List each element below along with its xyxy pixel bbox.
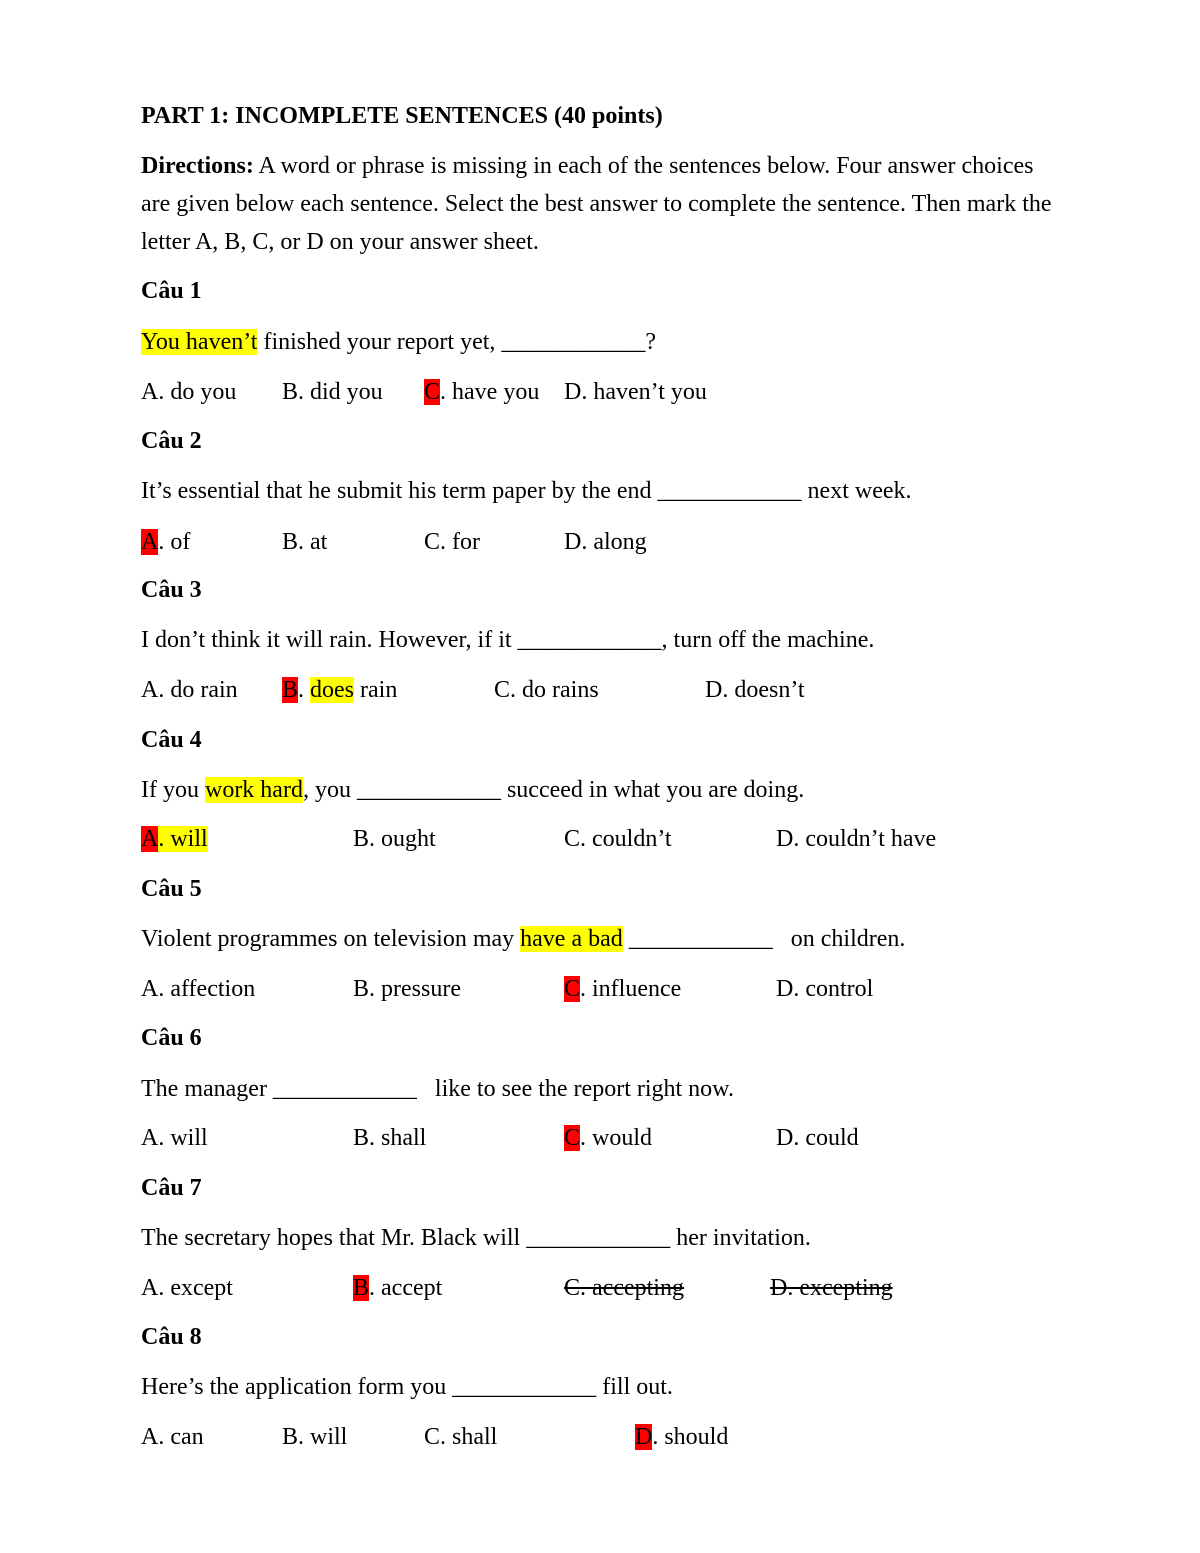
option-letter: D bbox=[776, 1125, 794, 1151]
option-letter-marked: D bbox=[635, 1424, 653, 1450]
option-letter: D bbox=[776, 826, 794, 852]
option-text: . will bbox=[298, 1424, 348, 1450]
option-letter: B bbox=[282, 529, 299, 555]
option-letter: A bbox=[141, 677, 159, 703]
option-a bbox=[141, 1422, 204, 1452]
question-text bbox=[141, 327, 656, 357]
option-b bbox=[282, 377, 383, 407]
question-text-part: Violent programmes on television may bbox=[141, 926, 521, 952]
option-text: . accept bbox=[369, 1275, 443, 1301]
option-text: . couldn’t bbox=[580, 826, 672, 852]
question-text-part: If you bbox=[141, 777, 205, 803]
option-letter: D bbox=[564, 379, 582, 405]
option-text: . influence bbox=[580, 976, 682, 1002]
option-text: . shall bbox=[440, 1424, 498, 1450]
option-d bbox=[705, 675, 805, 705]
option-letter-marked: C bbox=[564, 1125, 581, 1151]
highlighted-text: work hard bbox=[204, 777, 303, 803]
option-letter: C bbox=[424, 1424, 441, 1450]
option-d bbox=[564, 377, 707, 407]
option-c bbox=[424, 1422, 497, 1452]
option-text: . would bbox=[580, 1125, 653, 1151]
directions-line-1 bbox=[141, 151, 1033, 181]
option-text: . accepting bbox=[580, 1275, 684, 1301]
option-letter: B bbox=[353, 1125, 370, 1151]
highlighted-text: does bbox=[310, 677, 355, 703]
option-letter: D bbox=[705, 677, 723, 703]
question-text: The manager ____________ like to see the report right now. bbox=[141, 1076, 734, 1102]
option-text: . excepting bbox=[787, 1275, 893, 1301]
option-text: . should bbox=[652, 1424, 729, 1450]
question-label: Câu 5 bbox=[141, 876, 202, 902]
option-letter: B bbox=[353, 976, 370, 1002]
option-letter: A bbox=[141, 1125, 159, 1151]
option-letter: D bbox=[769, 1275, 788, 1301]
option-c bbox=[494, 675, 599, 705]
option-text: . of bbox=[158, 529, 191, 555]
option-letter: C bbox=[424, 529, 441, 555]
directions-line-2: are given below each sentence. Select the best answer to complete the sentence. Then mark the bbox=[141, 191, 1052, 217]
highlighted-text: You haven’t bbox=[141, 329, 258, 355]
option-letter: C bbox=[564, 826, 581, 852]
part-title: PART 1: INCOMPLETE SENTENCES (40 points) bbox=[141, 103, 663, 129]
option-letter-marked: C bbox=[564, 976, 581, 1002]
option-letter: C bbox=[494, 677, 511, 703]
option-letter-marked: B bbox=[282, 677, 299, 703]
option-letter: A bbox=[141, 976, 159, 1002]
option-b-correct bbox=[282, 675, 397, 705]
option-text: . along bbox=[581, 529, 647, 555]
directions-line-3: letter A, B, C, or D on your answer sheet. bbox=[141, 229, 539, 255]
question-text: Here’s the application form you ____________ fill out. bbox=[141, 1374, 673, 1400]
question-text-part: , you ____________ succeed in what you are doing. bbox=[302, 777, 805, 803]
option-a bbox=[141, 377, 236, 407]
question-text: It’s essential that he submit his term paper by the end ____________ next week. bbox=[141, 478, 912, 504]
option-text: . shall bbox=[369, 1125, 427, 1151]
option-text: . do rain bbox=[158, 677, 238, 703]
option-b bbox=[353, 974, 461, 1004]
option-text: . couldn’t have bbox=[793, 826, 937, 852]
option-c bbox=[424, 527, 480, 557]
option-text: . could bbox=[793, 1125, 859, 1151]
option-d bbox=[776, 824, 936, 854]
highlighted-text: have a bad bbox=[520, 926, 623, 952]
option-a-correct bbox=[141, 527, 190, 557]
option-text: . did you bbox=[298, 379, 383, 405]
question-text bbox=[141, 924, 905, 954]
question-text-part: ____________ on children. bbox=[622, 926, 906, 952]
question-label: Câu 3 bbox=[141, 577, 202, 603]
option-text: . can bbox=[158, 1424, 204, 1450]
question-label: Câu 6 bbox=[141, 1025, 202, 1051]
option-a bbox=[141, 974, 255, 1004]
option-c-d-struck bbox=[564, 1273, 909, 1303]
question-label: Câu 4 bbox=[141, 727, 202, 753]
option-letter: B bbox=[353, 826, 370, 852]
option-a-correct bbox=[141, 824, 208, 854]
option-letter-marked: C bbox=[424, 379, 441, 405]
option-text: . doesn’t bbox=[722, 677, 805, 703]
option-text: . bbox=[298, 677, 311, 703]
option-a bbox=[141, 1123, 208, 1153]
option-letter-marked: A bbox=[141, 529, 159, 555]
option-d bbox=[776, 974, 873, 1004]
option-a bbox=[141, 675, 238, 705]
option-text: . haven’t you bbox=[581, 379, 707, 405]
question-text-part: finished your report yet, ____________? bbox=[257, 329, 657, 355]
question-text bbox=[141, 775, 804, 805]
option-letter: B bbox=[282, 379, 299, 405]
option-d bbox=[776, 1123, 859, 1153]
option-b bbox=[353, 824, 436, 854]
directions-text-1: A word or phrase is missing in each of the sentences below. Four answer choices bbox=[253, 153, 1034, 179]
option-b bbox=[282, 527, 327, 557]
option-text: rain bbox=[354, 677, 398, 703]
option-a bbox=[141, 1273, 233, 1303]
option-text: . control bbox=[793, 976, 874, 1002]
option-text: . for bbox=[440, 529, 480, 555]
option-text: . will bbox=[158, 1125, 208, 1151]
option-letter: A bbox=[141, 1424, 159, 1450]
option-d bbox=[564, 527, 647, 557]
option-letter: A bbox=[141, 1275, 159, 1301]
question-label: Câu 8 bbox=[141, 1324, 202, 1350]
option-b bbox=[282, 1422, 347, 1452]
option-text: . affection bbox=[158, 976, 256, 1002]
question-text: I don’t think it will rain. However, if it ____________, turn off the machine. bbox=[141, 627, 875, 653]
option-b-correct bbox=[353, 1273, 442, 1303]
option-b bbox=[353, 1123, 426, 1153]
option-letter-marked: B bbox=[353, 1275, 370, 1301]
option-text-highlighted: . will bbox=[158, 826, 208, 852]
option-letter: D bbox=[564, 529, 582, 555]
option-text: . do rains bbox=[510, 677, 599, 703]
option-c-correct bbox=[564, 974, 681, 1004]
question-label: Câu 2 bbox=[141, 428, 202, 454]
option-c-correct bbox=[564, 1123, 652, 1153]
option-text: . at bbox=[298, 529, 328, 555]
option-text: . do you bbox=[158, 379, 237, 405]
question-label: Câu 1 bbox=[141, 278, 202, 304]
option-c-correct bbox=[424, 377, 539, 407]
option-letter: C bbox=[564, 1275, 581, 1301]
question-label: Câu 7 bbox=[141, 1175, 202, 1201]
option-d-correct bbox=[635, 1422, 728, 1452]
option-text: . have you bbox=[440, 379, 540, 405]
option-text: . pressure bbox=[369, 976, 461, 1002]
question-text: The secretary hopes that Mr. Black will ____________ her invitation. bbox=[141, 1225, 811, 1251]
option-text: . except bbox=[158, 1275, 233, 1301]
option-letter: D bbox=[776, 976, 794, 1002]
option-text: . ought bbox=[369, 826, 436, 852]
option-letter-marked: A bbox=[141, 826, 159, 852]
directions-label: Directions: bbox=[141, 153, 254, 179]
option-letter: B bbox=[282, 1424, 299, 1450]
option-c bbox=[564, 824, 672, 854]
option-letter: A bbox=[141, 379, 159, 405]
